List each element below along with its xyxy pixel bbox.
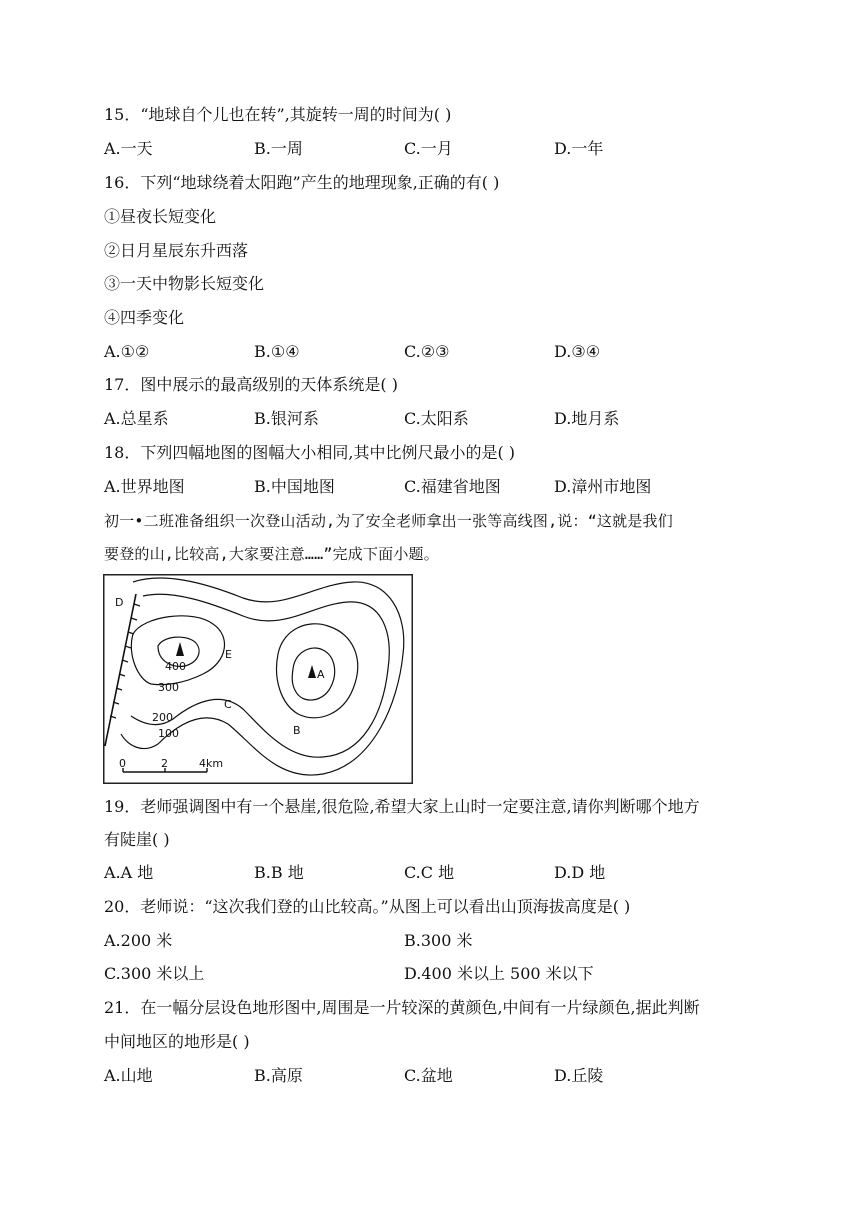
q17-option-a[interactable]: A.总星系 [104, 409, 169, 428]
q21-stem-line-2: 中间地区的地形是( ) [104, 1032, 250, 1051]
q15-option-c[interactable]: C.一月 [404, 139, 453, 158]
q16-option-d[interactable]: D.③④ [554, 342, 601, 361]
q21-option-a[interactable]: A.山地 [104, 1066, 153, 1085]
q20-options-row-1 [104, 930, 754, 952]
q20-stem: 20．老师说：“这次我们登的山比较高。”从图上可以看出山顶海拔高度是( ) [104, 897, 631, 916]
q16-item-2: ②日月星辰东升西落 [104, 241, 249, 260]
q21-option-d[interactable]: D.丘陵 [554, 1066, 604, 1085]
q20-option-d[interactable]: D.400 米以上 500 米以下 [404, 964, 594, 983]
q18-option-b[interactable]: B.中国地图 [254, 477, 335, 496]
q18-option-d[interactable]: D.漳州市地图 [554, 477, 652, 496]
q21-option-c[interactable]: C.盆地 [404, 1066, 453, 1085]
q20-option-c[interactable]: C.300 米以上 [104, 964, 205, 983]
q15-options [104, 138, 754, 160]
point-label-d: D [115, 596, 124, 609]
q17-options [104, 408, 754, 430]
point-label-a: A [317, 668, 325, 681]
q15-stem: 15．“地球自个儿也在转”,其旋转一周的时间为( ) [104, 105, 452, 124]
q16-option-c[interactable]: C.②③ [404, 342, 450, 361]
q19-options [104, 862, 754, 884]
contour-label-100: 100 [158, 727, 179, 740]
contour-map [103, 574, 413, 784]
q18-option-c[interactable]: C.福建省地图 [404, 477, 501, 496]
q20-options-row-2 [104, 963, 754, 985]
q16-stem: 16．下列“地球绕着太阳跑”产生的地理现象,正确的有( ) [104, 173, 500, 192]
q16-option-b[interactable]: B.①④ [254, 342, 300, 361]
q19-stem-line-2: 有陡崖( ) [104, 830, 170, 849]
q18-option-a[interactable]: A.世界地图 [104, 477, 185, 496]
scale-label-4km: 4km [199, 757, 224, 770]
point-label-c: C [224, 698, 232, 711]
q21-options [104, 1065, 754, 1087]
point-label-e: E [225, 648, 232, 661]
q17-option-d[interactable]: D.地月系 [554, 409, 620, 428]
q20-option-b[interactable]: B.300 米 [404, 931, 473, 950]
q20-option-a[interactable]: A.200 米 [104, 931, 173, 950]
q19-option-b[interactable]: B.B 地 [254, 863, 304, 882]
q16-item-4: ④四季变化 [104, 308, 185, 327]
q16-option-a[interactable]: A.①② [104, 342, 150, 361]
scale-label-0: 0 [119, 757, 126, 770]
scale-label-2: 2 [161, 757, 168, 770]
contour-map-svg [103, 574, 413, 784]
q19-option-d[interactable]: D.D 地 [554, 863, 606, 882]
q18-options [104, 476, 754, 498]
intro-line-2: 要登的山,比较高,大家要注意……”完成下面小题。 [104, 545, 439, 563]
q18-stem: 18．下列四幅地图的图幅大小相同,其中比例尺最小的是( ) [104, 443, 516, 462]
q19-option-a[interactable]: A.A 地 [104, 863, 154, 882]
q15-option-b[interactable]: B.一周 [254, 139, 303, 158]
q15-option-a[interactable]: A.一天 [104, 139, 153, 158]
q16-item-3: ③一天中物影长短变化 [104, 274, 265, 293]
q16-options [104, 341, 754, 363]
q19-stem-line-1: 19．老师强调图中有一个悬崖,很危险,希望大家上山时一定要注意,请你判断哪个地方 [104, 797, 700, 816]
q17-option-c[interactable]: C.太阳系 [404, 409, 469, 428]
q16-item-1: ①昼夜长短变化 [104, 207, 217, 226]
point-label-b: B [293, 724, 301, 737]
q17-stem: 17．图中展示的最高级别的天体系统是( ) [104, 375, 398, 394]
q21-option-b[interactable]: B.高原 [254, 1066, 303, 1085]
q15-option-d[interactable]: D.一年 [554, 139, 604, 158]
intro-line-1: 初一•二班准备组织一次登山活动,为了安全老师拿出一张等高线图,说：“这就是我们 [104, 512, 673, 530]
contour-label-400: 400 [165, 660, 186, 673]
q19-option-c[interactable]: C.C 地 [404, 863, 455, 882]
q17-option-b[interactable]: B.银河系 [254, 409, 319, 428]
contour-label-200: 200 [152, 711, 173, 724]
q21-stem-line-1: 21．在一幅分层设色地形图中,周围是一片较深的黄颜色,中间有一片绿颜色,据此判断 [104, 998, 700, 1017]
contour-label-300: 300 [158, 681, 179, 694]
